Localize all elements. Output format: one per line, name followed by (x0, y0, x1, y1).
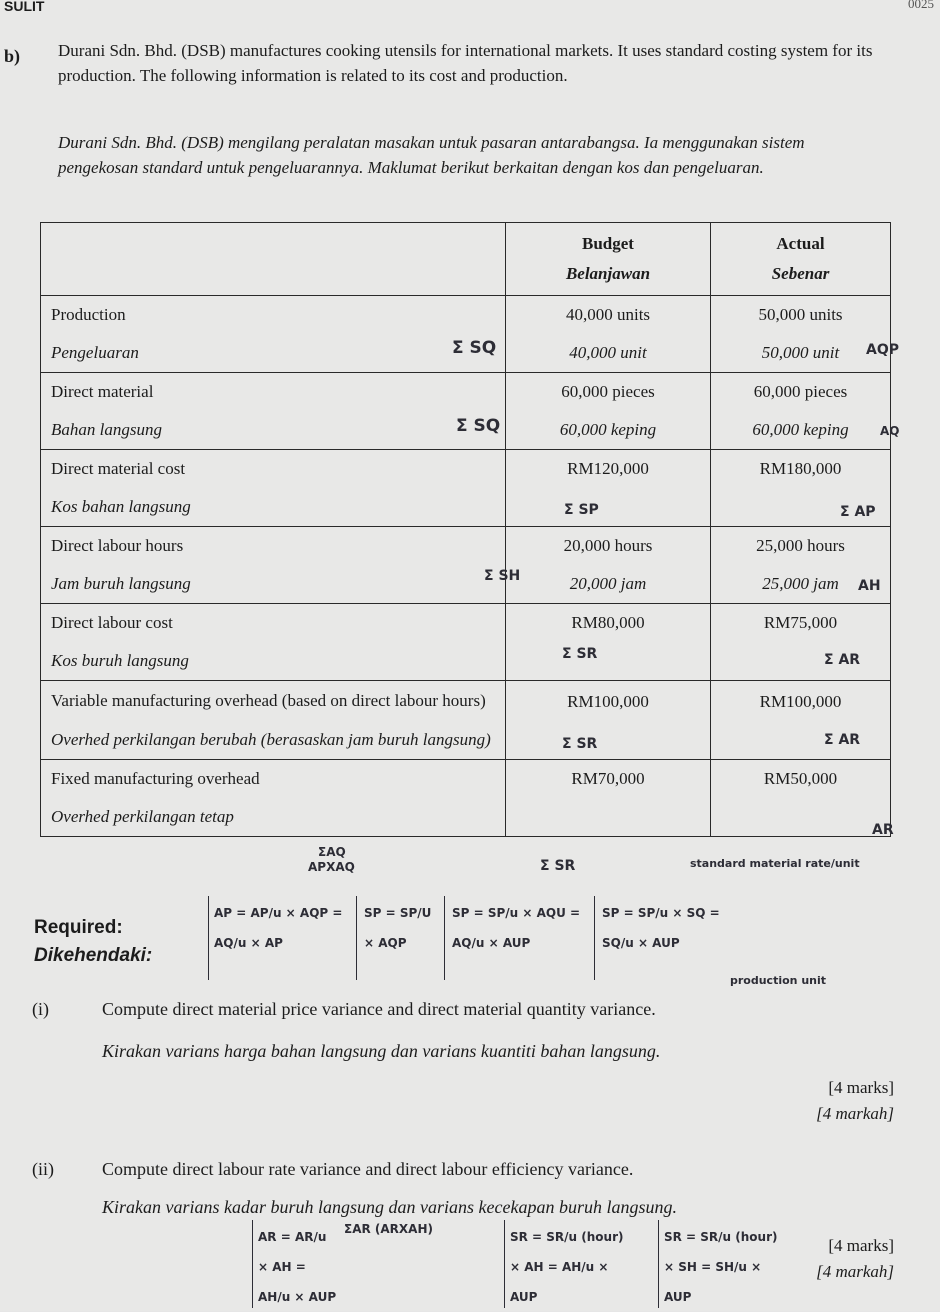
handwritten-note: AH (858, 578, 881, 594)
row-label: Production Pengeluaran (41, 296, 506, 373)
actual-value: 60,000 pieces 60,000 keping (711, 373, 891, 450)
row-label: Direct material cost Kos bahan langsung (41, 450, 506, 527)
actual-value: 25,000 hours 25,000 jam (711, 527, 891, 604)
handwritten-formula: SR = SR/u (hour) × AH = AH/u × AUP (510, 1230, 624, 1304)
intro-english: Durani Sdn. Bhd. (DSB) manufactures cooking utensils for international markets. It uses standard costing system for its production. The following information is related to its cost and production. (58, 41, 873, 85)
row-label: Variable manufacturing overhead (based on direct labour hours) Overhed perkilangan berubah (berasaskan jam buruh langsung) (41, 681, 506, 760)
budget-value: RM80,000 (506, 604, 711, 681)
budget-value: RM70,000 (506, 760, 711, 837)
handwritten-note: production unit (730, 974, 827, 987)
page-header-label: SULIT (4, 0, 45, 14)
handwritten-note: Σ AR (824, 732, 861, 748)
row-label: Direct labour cost Kos buruh langsung (41, 604, 506, 681)
table-row-variable-overhead (41, 681, 891, 760)
required-heading: Required: Dikehendaki: (34, 917, 153, 966)
handwritten-bracket (444, 896, 445, 980)
handwritten-note: Σ SR (540, 858, 576, 874)
header-budget: Budget Belanjawan (506, 223, 711, 296)
handwritten-bracket (356, 896, 357, 980)
handwritten-note: standard material rate/unit (690, 857, 860, 870)
table-row-direct-material-cost (41, 450, 891, 527)
handwritten-note: Σ SR (562, 646, 598, 662)
handwritten-note: AQ (880, 424, 900, 438)
handwritten-bracket (208, 896, 209, 980)
handwritten-note: Σ SP (564, 502, 599, 518)
handwritten-note: Σ SQ (456, 416, 501, 436)
row-label: Direct material Bahan langsung (41, 373, 506, 450)
table-row-production (41, 296, 891, 373)
actual-value: RM75,000 (711, 604, 891, 681)
budget-value: 40,000 units 40,000 unit (506, 296, 711, 373)
handwritten-formula: AR = AR/u × AH = AH/u × AUP (258, 1230, 337, 1304)
budget-value: RM100,000 (506, 681, 711, 760)
handwritten-formula: SP = SP/u × SQ = SQ/u × AUP (602, 906, 720, 950)
actual-value: 50,000 units 50,000 unit (711, 296, 891, 373)
actual-value: RM50,000 (711, 760, 891, 837)
handwritten-note: AQP (866, 342, 899, 358)
table-row-direct-labour-hours (41, 527, 891, 604)
page-number: 0025 (908, 0, 934, 11)
part-label: b) (4, 46, 21, 66)
handwritten-note: AR (872, 822, 894, 838)
marks-ii-ms: [4 markah] (816, 1262, 894, 1281)
handwritten-formula: SR = SR/u (hour) × SH = SH/u × AUP (664, 1230, 778, 1304)
actual-value: RM180,000 (711, 450, 891, 527)
marks-ii-en: [4 marks] (828, 1236, 894, 1255)
handwritten-note: APXAQ (308, 860, 355, 874)
handwritten-formula: SP = SP/U × AQP (364, 906, 432, 950)
row-label: Fixed manufacturing overhead Overhed perkilangan tetap (41, 760, 506, 837)
table-header-row (41, 223, 891, 296)
handwritten-note: Σ AP (840, 504, 876, 520)
handwritten-bracket (504, 1220, 505, 1308)
table-row-fixed-overhead (41, 760, 891, 837)
cost-data-table (40, 222, 891, 837)
handwritten-formula: AP = AP/u × AQP = AQ/u × AP (214, 906, 343, 950)
handwritten-note: ΣAQ (318, 845, 346, 859)
handwritten-note: ΣAR (ARXAH) (344, 1222, 433, 1236)
row-label: Direct labour hours Jam buruh langsung (41, 527, 506, 604)
handwritten-note: Σ SH (484, 568, 521, 584)
header-blank (41, 223, 506, 296)
handwritten-bracket (658, 1220, 659, 1308)
table-row-direct-labour-cost (41, 604, 891, 681)
actual-value: RM100,000 (711, 681, 891, 760)
table-row-direct-material (41, 373, 891, 450)
marks-i-en: [4 marks] (828, 1078, 894, 1097)
budget-value: 20,000 hours 20,000 jam (506, 527, 711, 604)
header-actual: Actual Sebenar (711, 223, 891, 296)
handwritten-note: Σ SQ (452, 338, 497, 358)
handwritten-bracket (594, 896, 595, 980)
handwritten-note: Σ AR (824, 652, 861, 668)
intro-malay: Durani Sdn. Bhd. (DSB) mengilang peralatan masakan untuk pasaran antarabangsa. Ia menggunakan sistem pengekosan standard untuk pengeluarannya. Maklumat berikut berkaitan dengan kos dan pengeluaran. (58, 133, 805, 177)
budget-value: RM120,000 (506, 450, 711, 527)
handwritten-bracket (252, 1220, 253, 1308)
marks-i-ms: [4 markah] (816, 1104, 894, 1123)
handwritten-formula: SP = SP/u × AQU = AQ/u × AUP (452, 906, 581, 950)
handwritten-note: Σ SR (562, 736, 598, 752)
question-i: (i) Compute direct material price variance and direct material quantity variance. Kirakan varians harga bahan langsung dan varians kuantiti bahan langsung. (32, 999, 661, 1061)
budget-value: 60,000 pieces 60,000 keping (506, 373, 711, 450)
question-ii: (ii) Compute direct labour rate variance and direct labour efficiency variance. Kirakan varians kadar buruh langsung dan varians kecekapan buruh langsung. (32, 1159, 677, 1217)
